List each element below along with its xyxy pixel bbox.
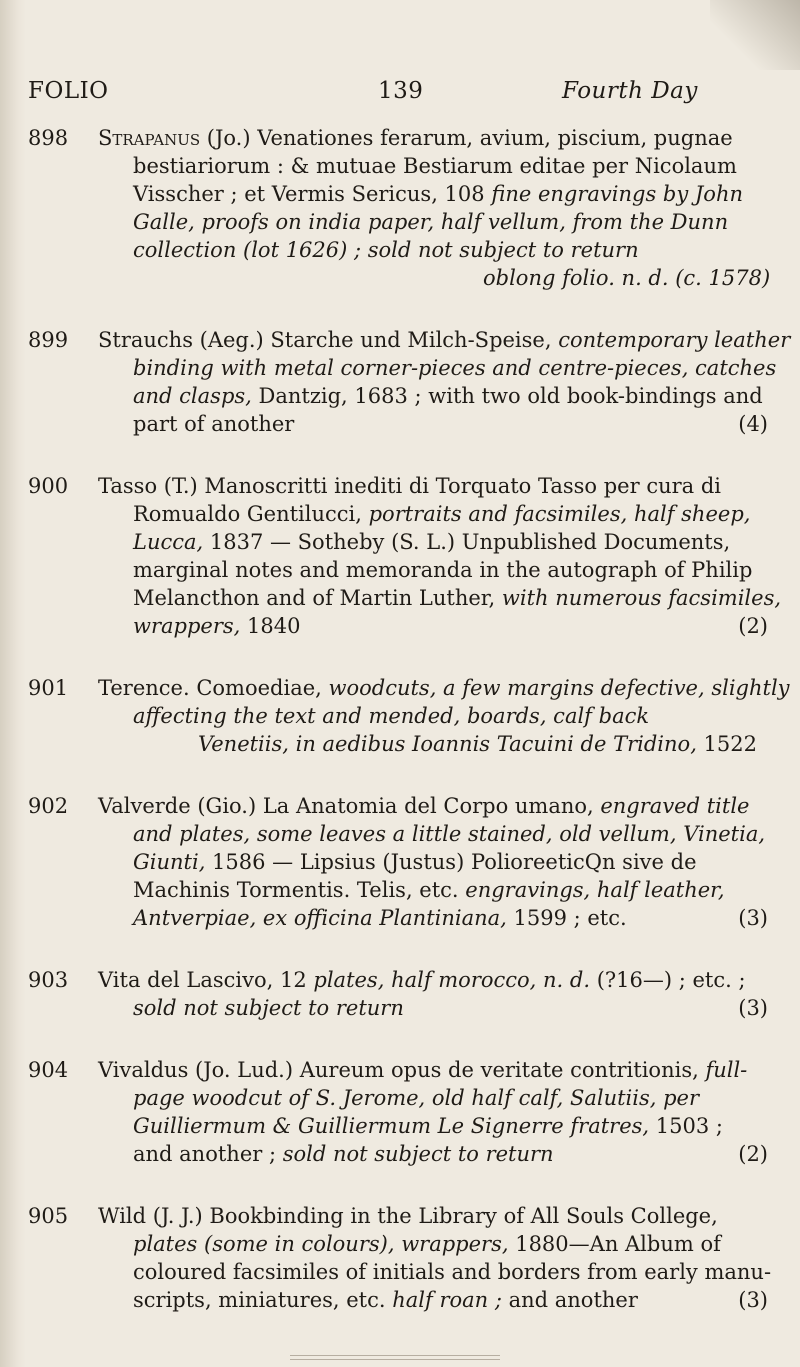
lot-description <box>98 1056 768 1168</box>
lot-text: Romualdo Gentilucci, <box>133 502 369 526</box>
lot-quantity: (2) <box>738 1142 768 1166</box>
lot-text: Wild (J. J.) Bookbinding in the Library of All Souls College, <box>98 1204 718 1228</box>
lot-number: 904 <box>28 1058 69 1082</box>
lot-text: (Jo.) Venationes ferarum, avium, piscium, pugnae <box>200 126 733 150</box>
lot-description <box>98 674 790 758</box>
lot-text: 1503 ; <box>649 1114 723 1138</box>
lot-text: contemporary leather <box>558 328 791 352</box>
lot-text: sold not subject to return <box>133 996 404 1020</box>
lot-number: 898 <box>28 126 69 150</box>
lot-text: half roan ; <box>392 1288 502 1312</box>
lot-text: Vivaldus (Jo. Lud.) Aureum opus de veritate contritionis, <box>98 1058 706 1082</box>
lot-text: Antverpiae, ex officina Plantiniana, <box>133 906 507 930</box>
lot-text: and plates, some leaves a little stained, old vellum, Vinetia, <box>133 822 766 846</box>
header-sale-day: Fourth Day <box>562 78 698 104</box>
lot-text: collection (lot 1626) ; sold not subject to return <box>133 238 639 262</box>
lot-text: and another <box>501 1288 638 1312</box>
lot-text: Lucca, <box>133 530 204 554</box>
lot-text: plates (some in colours), wrappers, <box>133 1232 509 1256</box>
lot-description <box>98 124 771 292</box>
lot-text: 1837 — Sotheby (S. L.) Unpublished Documents, <box>203 530 731 554</box>
lot-text: page woodcut of S. Jerome, old half calf, Salutiis, per <box>133 1086 700 1110</box>
lot-text: full- <box>705 1058 748 1082</box>
lot-text: fine engravings by John <box>491 182 743 206</box>
lot-text: engraved title <box>600 794 750 818</box>
lot-text: Guilliermum & Guilliermum Le Signerre fratres, <box>133 1114 650 1138</box>
lot-text: scripts, miniatures, etc. <box>133 1288 393 1312</box>
lot-text: 1522 <box>703 732 757 756</box>
bottom-rule <box>290 1355 500 1360</box>
lot-description <box>98 966 768 1022</box>
lot-text: Terence. Comoediae, <box>98 676 329 700</box>
lot-text: 1880—An Album of <box>508 1232 721 1256</box>
lot-text: bestiariorum : & mutuae Bestiarum editae per Nicolaum <box>133 154 737 178</box>
lot-text: marginal notes and memoranda in the autograph of Philip <box>133 558 753 582</box>
lot-description <box>98 1202 772 1314</box>
lot-quantity: (3) <box>738 1288 768 1312</box>
lot-text: engravings, half leather, <box>465 878 725 902</box>
lot-text: binding with metal corner-pieces and centre-pieces, catches <box>133 356 777 380</box>
lot-text: affecting the text and mended, boards, calf back <box>133 704 650 728</box>
lot-number: 900 <box>28 474 69 498</box>
lot-text: Tasso (T.) Manoscritti inediti di Torquato Tasso per cura di <box>98 474 722 498</box>
lot-text: wrappers, <box>133 614 241 638</box>
lot-description <box>98 792 768 932</box>
lot-text: Valverde (Gio.) La Anatomia del Corpo umano, <box>98 794 601 818</box>
lot-text: Machinis Tormentis. Telis, etc. <box>133 878 466 902</box>
lot-text: oblong folio. n. d. (c. 1578) <box>483 266 771 290</box>
lot-text: 1840 <box>240 614 301 638</box>
header-page-number: 139 <box>378 78 424 104</box>
lot-text: Strapanus <box>98 126 201 150</box>
lot-text: Vita del Lascivo, 12 <box>98 968 314 992</box>
lot-number: 905 <box>28 1204 69 1228</box>
lot-text: 1586 — Lipsius (Justus) PolioreeticQn sive de <box>205 850 697 874</box>
page-edge-shadow <box>0 0 26 1367</box>
lot-text: (?16—) ; etc. ; <box>590 968 746 992</box>
lot-text: plates, half morocco, n. d. <box>313 968 591 992</box>
lot-text: Venetiis, in aedibus Ioannis Tacuini de Tridino, <box>198 732 704 756</box>
lot-number: 901 <box>28 676 69 700</box>
lot-text: sold not subject to return <box>282 1142 554 1166</box>
page-header <box>0 78 800 108</box>
lot-number: 899 <box>28 328 69 352</box>
lot-number: 903 <box>28 968 69 992</box>
lot-text: Giunti, <box>133 850 206 874</box>
lot-description <box>98 326 791 438</box>
lot-quantity: (3) <box>738 996 768 1020</box>
corner-shadow <box>710 0 800 70</box>
lot-text: Strauchs (Aeg.) Starche und Milch-Speise, <box>98 328 559 352</box>
lot-quantity: (3) <box>738 906 768 930</box>
lot-text: Galle, proofs on india paper, half vellum, from the Dunn <box>133 210 729 234</box>
lot-quantity: (4) <box>738 412 768 436</box>
lot-description <box>98 472 782 640</box>
lot-text: Visscher ; et Vermis Sericus, 108 <box>133 182 492 206</box>
header-format: FOLIO <box>28 78 109 104</box>
lot-quantity: (2) <box>738 614 768 638</box>
lot-text: and clasps, <box>133 384 259 408</box>
lot-text: and another ; <box>133 1142 283 1166</box>
lot-number: 902 <box>28 794 69 818</box>
lot-text: Melancthon and of Martin Luther, <box>133 586 502 610</box>
lot-text: with numerous facsimiles, <box>501 586 782 610</box>
lot-text: Dantzig, 1683 ; with two old book-bindings and <box>258 384 763 408</box>
lot-text: woodcuts, a few margins defective, slightly <box>328 676 790 700</box>
lot-text: portraits and facsimiles, half sheep, <box>368 502 751 526</box>
lot-text: part of another <box>133 412 295 436</box>
lot-text: coloured facsimiles of initials and borders from early manu- <box>133 1260 772 1284</box>
lot-text: 1599 ; etc. <box>506 906 627 930</box>
